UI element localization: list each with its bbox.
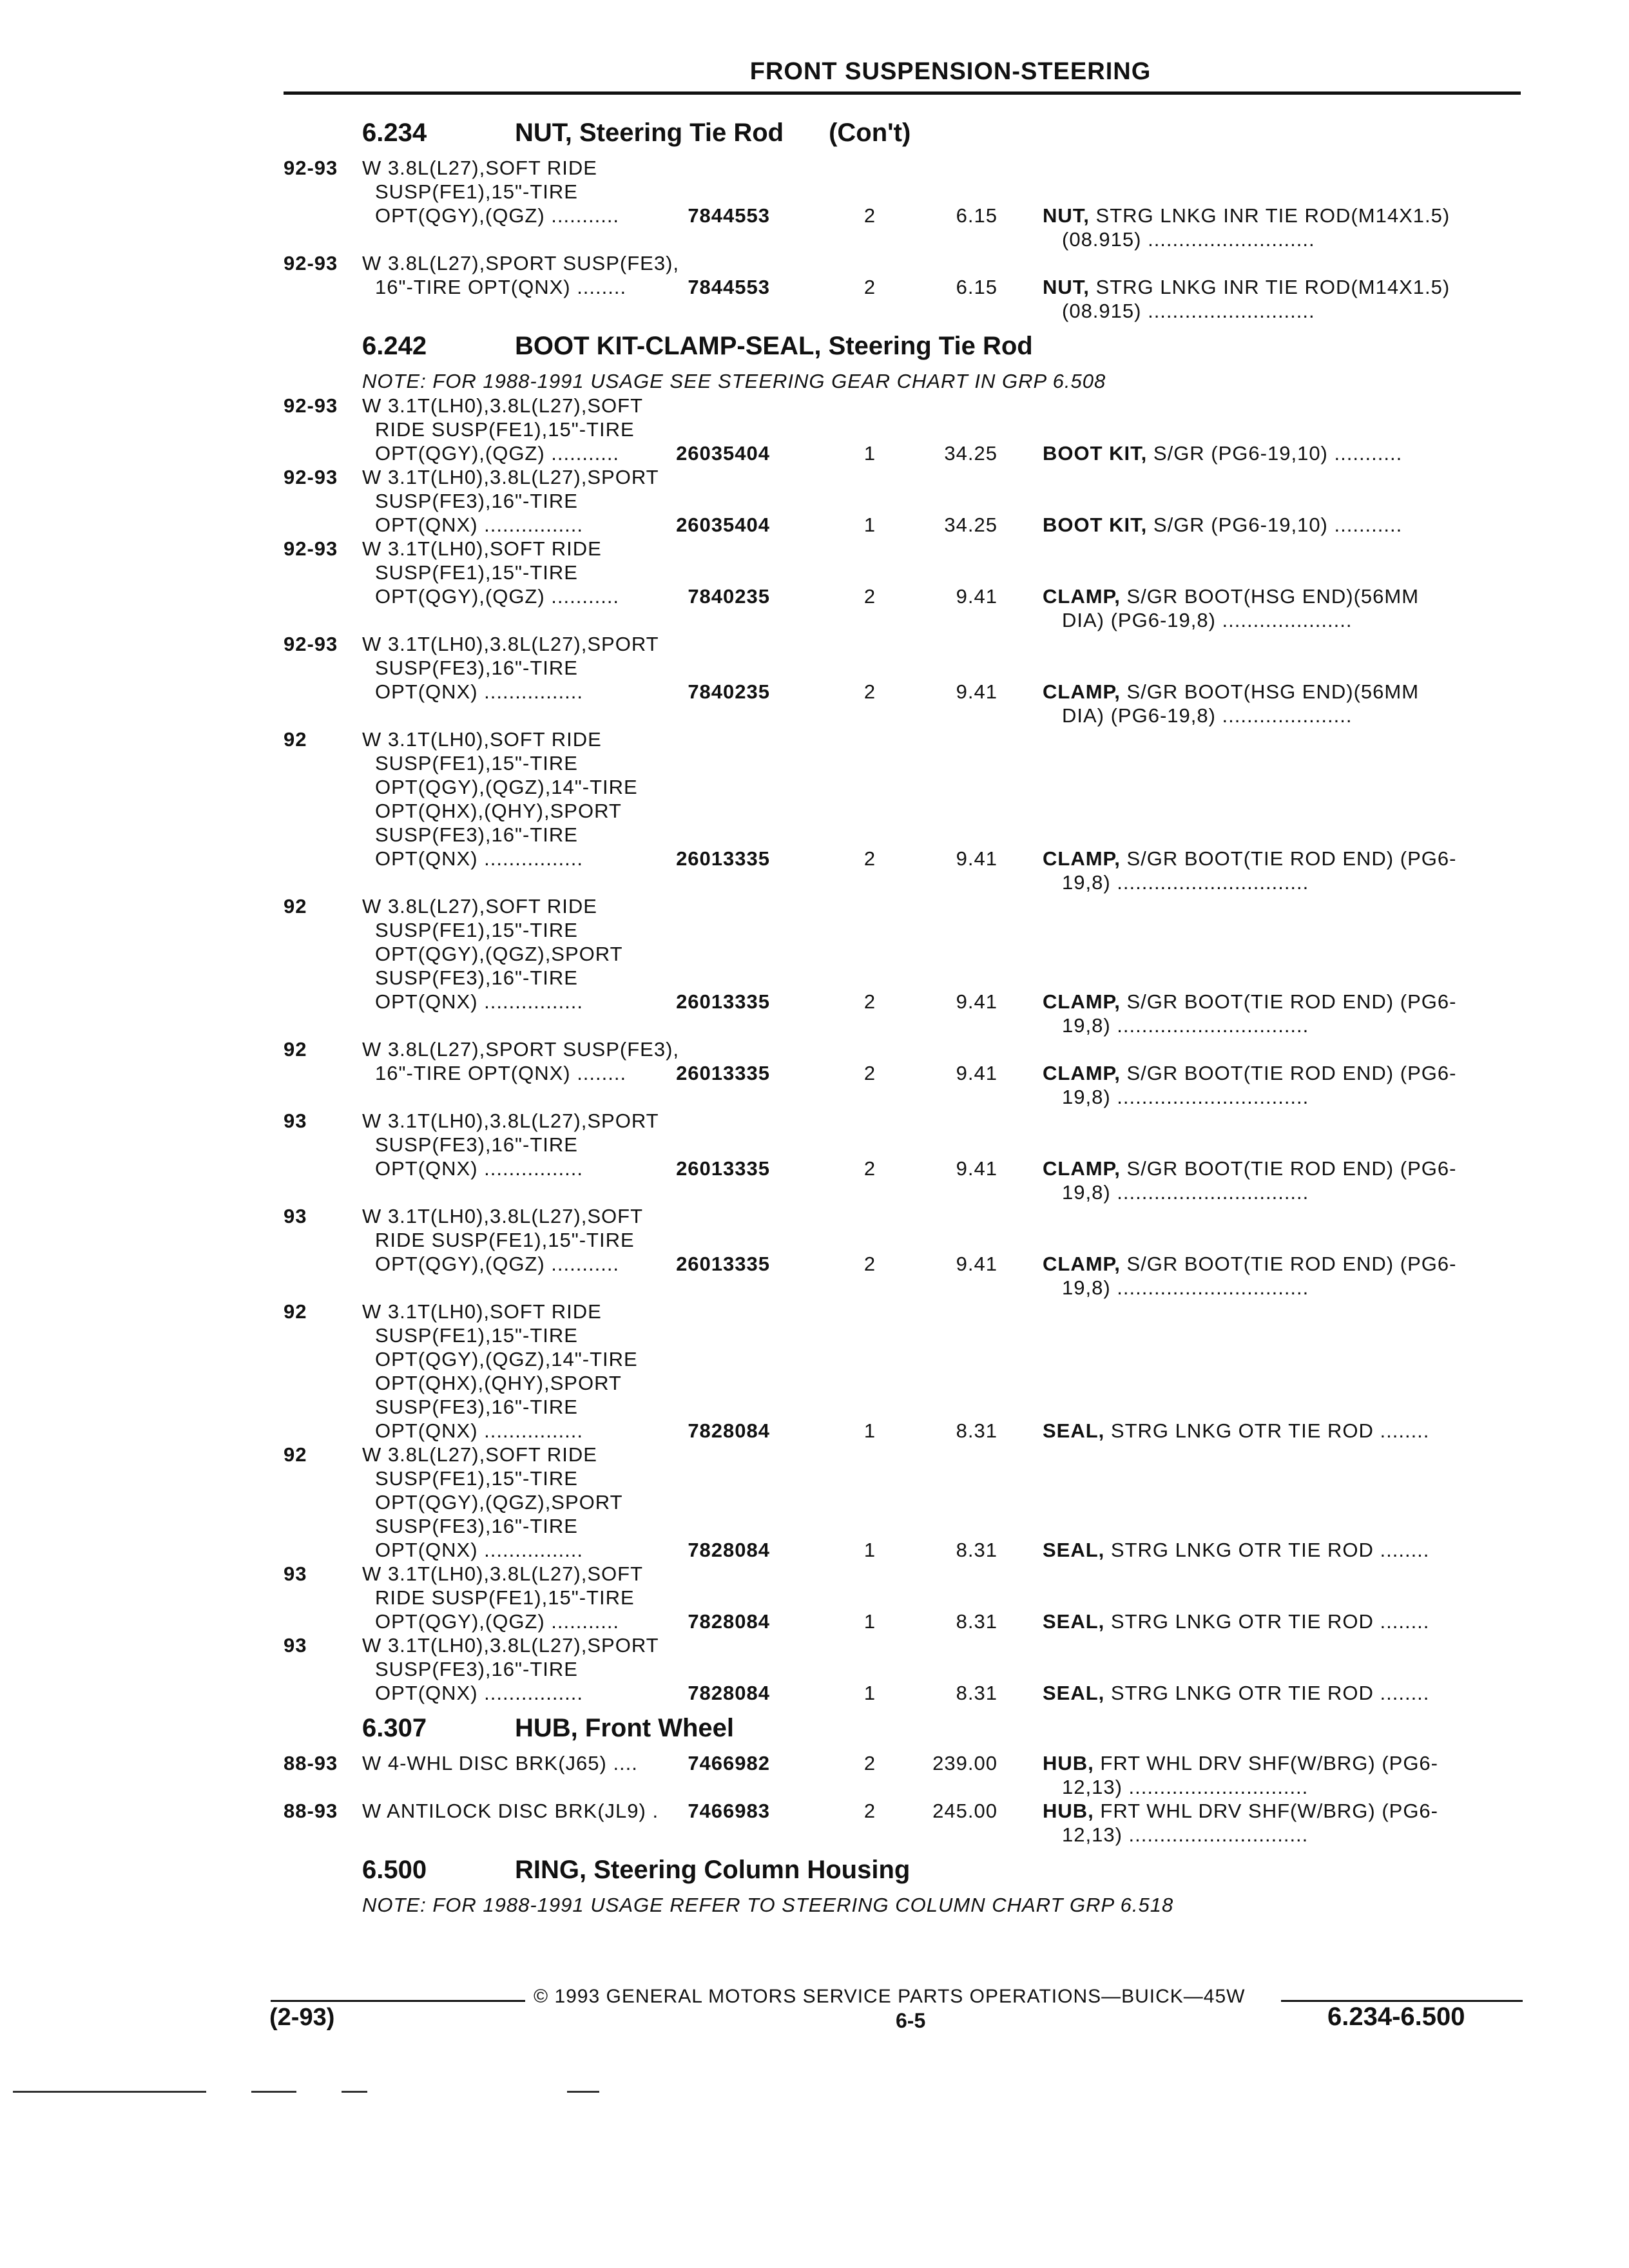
usage-line: W ANTILOCK DISC BRK(JL9) . — [362, 1800, 659, 1822]
part-name: SEAL, — [1043, 1539, 1105, 1561]
part-description-line — [1043, 1061, 1521, 1085]
usage-line: OPT(QGY),(QGZ) ........... — [375, 585, 620, 608]
usage-line: SUSP(FE1),15"-TIRE — [375, 1324, 578, 1347]
section-title: BOOT KIT-CLAMP-SEAL, Steering Tie Rod — [515, 332, 1033, 360]
model-years: 93 — [284, 1110, 307, 1132]
part-description — [1043, 275, 1521, 323]
catalog-entry — [284, 465, 1521, 537]
usage-line: W 3.1T(LH0),3.8L(L27),SPORT — [362, 466, 659, 488]
part-number: 26013335 — [676, 1157, 770, 1180]
model-years: 92 — [284, 1038, 307, 1061]
usage-line: W 3.8L(L27),SOFT RIDE — [362, 1443, 597, 1466]
unit-price: 34.25 — [944, 442, 998, 465]
usage-line: W 3.1T(LH0),3.8L(L27),SPORT — [362, 1110, 659, 1132]
part-number: 26013335 — [676, 847, 770, 870]
part-description-text: STRG LNKG OTR TIE ROD ........ — [1110, 1610, 1430, 1633]
usage-line: W 3.8L(L27),SOFT RIDE — [362, 157, 597, 179]
usage-line: OPT(QNX) ................ — [375, 1157, 583, 1180]
catalog-entry — [284, 1633, 1521, 1705]
unit-price: 245.00 — [932, 1800, 998, 1822]
part-description-text: 12,13) ............................. — [1062, 1823, 1309, 1846]
part-description-text: FRT WHL DRV SHF(W/BRG) (PG6- — [1100, 1752, 1438, 1774]
part-description-text: 12,13) ............................. — [1062, 1776, 1309, 1798]
part-description — [1043, 441, 1521, 465]
part-description — [1043, 990, 1521, 1037]
part-description-line — [1043, 608, 1521, 632]
part-description-text: S/GR BOOT(TIE ROD END) (PG6- — [1126, 990, 1457, 1013]
part-description-text: S/GR BOOT(TIE ROD END) (PG6- — [1126, 1062, 1457, 1084]
usage-line: OPT(QGY),(QGZ),SPORT — [375, 1491, 623, 1514]
usage-line: OPT(QGY),(QGZ),14"-TIRE — [375, 1348, 638, 1370]
quantity: 2 — [863, 1752, 876, 1774]
part-description-line — [1043, 227, 1521, 251]
quantity: 1 — [863, 514, 876, 536]
usage-line: SUSP(FE1),15"-TIRE — [375, 180, 578, 203]
catalog-entry — [284, 1300, 1521, 1443]
part-description-line — [1043, 1823, 1521, 1847]
part-description-text: STRG LNKG INR TIE ROD(M14X1.5) — [1095, 204, 1451, 227]
usage-line: SUSP(FE1),15"-TIRE — [375, 752, 578, 774]
part-name: CLAMP, — [1043, 1062, 1121, 1084]
section-title: RING, Steering Column Housing — [515, 1856, 911, 1884]
part-number: 26013335 — [676, 990, 770, 1013]
unit-price: 9.41 — [956, 990, 998, 1013]
part-name: SEAL, — [1043, 1419, 1105, 1442]
usage-line: W 3.1T(LH0),3.8L(L27),SOFT — [362, 394, 644, 417]
footer-section-range: 6.234-6.500 — [1327, 2003, 1465, 2031]
usage-line: OPT(QGY),(QGZ) ........... — [375, 442, 620, 465]
usage-line: SUSP(FE3),16"-TIRE — [375, 657, 578, 679]
part-description-text: S/GR BOOT(TIE ROD END) (PG6- — [1126, 847, 1457, 870]
unit-price: 9.41 — [956, 680, 998, 703]
quantity: 2 — [863, 276, 876, 298]
part-description — [1043, 1157, 1521, 1204]
catalog-entry — [284, 1443, 1521, 1562]
part-description — [1043, 584, 1521, 632]
part-description — [1043, 204, 1521, 251]
footer-rule-right — [1281, 2000, 1523, 2002]
part-description-text: STRG LNKG INR TIE ROD(M14X1.5) — [1095, 276, 1451, 298]
part-description-line — [1043, 513, 1521, 537]
part-description-text: 19,8) ............................... — [1062, 1014, 1309, 1037]
part-name: BOOT KIT, — [1043, 442, 1148, 465]
part-description — [1043, 1751, 1521, 1799]
usage-line: SUSP(FE3),16"-TIRE — [375, 1658, 578, 1680]
part-name: CLAMP, — [1043, 847, 1121, 870]
scan-artifact — [567, 2091, 599, 2093]
usage-line: SUSP(FE1),15"-TIRE — [375, 561, 578, 584]
quantity: 2 — [863, 585, 876, 608]
model-years: 93 — [284, 1634, 307, 1657]
usage-line: OPT(QGY),(QGZ) ........... — [375, 1610, 620, 1633]
usage-line: OPT(QNX) ................ — [375, 680, 583, 703]
part-description-line — [1043, 847, 1521, 870]
quantity: 2 — [863, 204, 876, 227]
catalog-entry — [284, 1799, 1521, 1847]
part-description-line — [1043, 704, 1521, 727]
part-description — [1043, 1681, 1521, 1705]
quantity: 2 — [863, 1157, 876, 1180]
part-number: 7844553 — [688, 276, 770, 298]
part-name: CLAMP, — [1043, 1157, 1121, 1180]
catalog-entry — [284, 251, 1521, 323]
usage-line: RIDE SUSP(FE1),15"-TIRE — [375, 418, 635, 441]
usage-line: W 3.1T(LH0),SOFT RIDE — [362, 537, 602, 560]
part-description-text: STRG LNKG OTR TIE ROD ........ — [1110, 1539, 1430, 1561]
model-years: 93 — [284, 1205, 307, 1227]
unit-price: 34.25 — [944, 514, 998, 536]
usage-line: OPT(QGY),(QGZ),SPORT — [375, 943, 623, 965]
usage-line: SUSP(FE3),16"-TIRE — [375, 1396, 578, 1418]
part-description-text: STRG LNKG OTR TIE ROD ........ — [1110, 1682, 1430, 1704]
model-years: 92-93 — [284, 394, 338, 417]
usage-line: OPT(QNX) ................ — [375, 847, 583, 870]
part-description — [1043, 1419, 1521, 1443]
usage-line: OPT(QNX) ................ — [375, 1682, 583, 1704]
model-years: 92-93 — [284, 633, 338, 655]
catalog-entry — [284, 537, 1521, 632]
part-number: 7828084 — [688, 1419, 770, 1442]
catalog-entry — [284, 1204, 1521, 1300]
part-description-line — [1043, 584, 1521, 608]
part-description-line — [1043, 1538, 1521, 1562]
model-years: 88-93 — [284, 1752, 338, 1774]
usage-line: SUSP(FE3),16"-TIRE — [375, 966, 578, 989]
part-description-line — [1043, 299, 1521, 323]
quantity: 1 — [863, 1682, 876, 1704]
usage-line: OPT(QGY),(QGZ) ........... — [375, 1253, 620, 1275]
part-description — [1043, 513, 1521, 537]
usage-line: W 3.1T(LH0),3.8L(L27),SOFT — [362, 1205, 644, 1227]
catalog-entry — [284, 1037, 1521, 1109]
quantity: 2 — [863, 990, 876, 1013]
part-description-text: FRT WHL DRV SHF(W/BRG) (PG6- — [1100, 1800, 1438, 1822]
part-number: 7840235 — [688, 585, 770, 608]
section-note: NOTE: FOR 1988-1991 USAGE REFER TO STEERING COLUMN CHART GRP 6.518 — [362, 1894, 1174, 1916]
usage-line: W 4-WHL DISC BRK(J65) .... — [362, 1752, 638, 1774]
part-description-line — [1043, 1681, 1521, 1705]
usage-line: OPT(QHX),(QHY),SPORT — [375, 1372, 622, 1394]
unit-price: 239.00 — [932, 1752, 998, 1774]
part-description-text: S/GR BOOT(HSG END)(56MM — [1126, 585, 1420, 608]
usage-line: W 3.1T(LH0),SOFT RIDE — [362, 728, 602, 751]
section-heading — [284, 323, 1521, 369]
part-description-line — [1043, 1799, 1521, 1823]
section-note: NOTE: FOR 1988-1991 USAGE SEE STEERING GEAR CHART IN GRP 6.508 — [362, 370, 1106, 392]
usage-line: SUSP(FE1),15"-TIRE — [375, 1467, 578, 1490]
catalog-body — [284, 110, 1521, 1917]
part-number: 7828084 — [688, 1539, 770, 1561]
part-description-line — [1043, 1157, 1521, 1180]
part-description-text: S/GR (PG6-19,10) ........... — [1153, 442, 1403, 465]
section-heading — [284, 1705, 1521, 1751]
unit-price: 8.31 — [956, 1610, 998, 1633]
unit-price: 9.41 — [956, 1253, 998, 1275]
model-years: 92-93 — [284, 252, 338, 274]
usage-line: W 3.8L(L27),SOFT RIDE — [362, 895, 597, 918]
part-number: 7840235 — [688, 680, 770, 703]
unit-price: 9.41 — [956, 1062, 998, 1084]
unit-price: 6.15 — [956, 204, 998, 227]
usage-line: W 3.8L(L27),SPORT SUSP(FE3), — [362, 1038, 680, 1061]
catalog-entry — [284, 1751, 1521, 1799]
usage-line: W 3.8L(L27),SPORT SUSP(FE3), — [362, 252, 680, 274]
part-name: NUT, — [1043, 276, 1090, 298]
part-description-text: S/GR BOOT(HSG END)(56MM — [1126, 680, 1420, 703]
part-description-text: 19,8) ............................... — [1062, 871, 1309, 894]
part-description — [1043, 1538, 1521, 1562]
part-description-line — [1043, 1085, 1521, 1109]
model-years: 92 — [284, 1443, 307, 1466]
catalog-entry — [284, 894, 1521, 1037]
part-number: 26013335 — [676, 1062, 770, 1084]
usage-line: 16"-TIRE OPT(QNX) ........ — [375, 276, 627, 298]
part-number: 26035404 — [676, 442, 770, 465]
section-number: 6.307 — [362, 1714, 427, 1742]
model-years: 92 — [284, 728, 307, 751]
catalog-entry — [284, 1109, 1521, 1204]
part-description-text: S/GR BOOT(TIE ROD END) (PG6- — [1126, 1253, 1457, 1275]
model-years: 92 — [284, 895, 307, 918]
part-description-text: 19,8) ............................... — [1062, 1086, 1309, 1108]
scan-artifact — [251, 2091, 296, 2093]
section-number: 6.500 — [362, 1856, 427, 1884]
unit-price: 9.41 — [956, 585, 998, 608]
part-description-line — [1043, 441, 1521, 465]
usage-line: SUSP(FE3),16"-TIRE — [375, 1515, 578, 1537]
part-description-line — [1043, 1775, 1521, 1799]
section-continued: (Con't) — [829, 119, 911, 147]
scan-artifact — [13, 2091, 206, 2093]
part-name: CLAMP, — [1043, 990, 1121, 1013]
part-description-line — [1043, 1751, 1521, 1775]
part-description-line — [1043, 1180, 1521, 1204]
part-description-text: 19,8) ............................... — [1062, 1181, 1309, 1204]
part-name: BOOT KIT, — [1043, 514, 1148, 536]
part-description-line — [1043, 1014, 1521, 1037]
part-description-text: STRG LNKG OTR TIE ROD ........ — [1110, 1419, 1430, 1442]
part-description-text: (08.915) ........................... — [1062, 228, 1315, 251]
part-name: SEAL, — [1043, 1610, 1105, 1633]
part-description-line — [1043, 870, 1521, 894]
unit-price: 8.31 — [956, 1682, 998, 1704]
section-heading — [284, 110, 1521, 156]
usage-line: RIDE SUSP(FE1),15"-TIRE — [375, 1229, 635, 1251]
part-description-text: DIA) (PG6-19,8) ..................... — [1062, 609, 1353, 631]
footer-rule-left — [271, 2000, 525, 2002]
usage-line: OPT(QNX) ................ — [375, 1419, 583, 1442]
part-description-line — [1043, 1419, 1521, 1443]
unit-price: 6.15 — [956, 276, 998, 298]
model-years: 92-93 — [284, 537, 338, 560]
model-years: 92-93 — [284, 466, 338, 488]
model-years: 92 — [284, 1300, 307, 1323]
part-description-line — [1043, 1252, 1521, 1276]
catalog-entry — [284, 727, 1521, 894]
quantity: 1 — [863, 442, 876, 465]
usage-line: OPT(QHX),(QHY),SPORT — [375, 800, 622, 822]
quantity: 2 — [863, 680, 876, 703]
part-description — [1043, 1252, 1521, 1300]
quantity: 1 — [863, 1610, 876, 1633]
part-name: HUB, — [1043, 1752, 1094, 1774]
usage-line: W 3.1T(LH0),SOFT RIDE — [362, 1300, 602, 1323]
catalog-entry — [284, 156, 1521, 251]
catalog-entry — [284, 632, 1521, 727]
page-header: FRONT SUSPENSION-STEERING — [749, 58, 1152, 85]
unit-price: 8.31 — [956, 1419, 998, 1442]
usage-line: SUSP(FE3),16"-TIRE — [375, 823, 578, 846]
part-description — [1043, 1061, 1521, 1109]
section-title: NUT, Steering Tie Rod — [515, 119, 784, 147]
part-description-line — [1043, 1610, 1521, 1633]
part-name: SEAL, — [1043, 1682, 1105, 1704]
quantity: 2 — [863, 847, 876, 870]
section-title: HUB, Front Wheel — [515, 1714, 734, 1742]
usage-line: OPT(QNX) ................ — [375, 1539, 583, 1561]
quantity: 2 — [863, 1800, 876, 1822]
part-number: 7828084 — [688, 1610, 770, 1633]
part-description-text: 19,8) ............................... — [1062, 1276, 1309, 1299]
model-years: 93 — [284, 1562, 307, 1585]
model-years: 88-93 — [284, 1800, 338, 1822]
part-description-line — [1043, 680, 1521, 704]
quantity: 1 — [863, 1419, 876, 1442]
usage-line: RIDE SUSP(FE1),15"-TIRE — [375, 1586, 635, 1609]
quantity: 2 — [863, 1062, 876, 1084]
unit-price: 8.31 — [956, 1539, 998, 1561]
model-years: 92-93 — [284, 157, 338, 179]
usage-line: OPT(QNX) ................ — [375, 990, 583, 1013]
part-name: CLAMP, — [1043, 585, 1121, 608]
part-description-text: S/GR (PG6-19,10) ........... — [1153, 514, 1403, 536]
part-number: 7466983 — [688, 1800, 770, 1822]
quantity: 2 — [863, 1253, 876, 1275]
part-number: 7466982 — [688, 1752, 770, 1774]
usage-line: SUSP(FE3),16"-TIRE — [375, 1133, 578, 1156]
part-description-text: S/GR BOOT(TIE ROD END) (PG6- — [1126, 1157, 1457, 1180]
part-number: 7844553 — [688, 204, 770, 227]
usage-line: OPT(QGY),(QGZ) ........... — [375, 204, 620, 227]
usage-line: W 3.1T(LH0),3.8L(L27),SPORT — [362, 1634, 659, 1657]
section-number: 6.242 — [362, 332, 427, 360]
section-number: 6.234 — [362, 119, 427, 147]
footer-page-number: 6-5 — [896, 2009, 926, 2032]
catalog-entry — [284, 394, 1521, 465]
scan-artifact — [342, 2091, 367, 2093]
part-description — [1043, 1610, 1521, 1633]
part-number: 26035404 — [676, 514, 770, 536]
footer-date: (2-93) — [269, 2004, 335, 2031]
footer-copyright: © 1993 GENERAL MOTORS SERVICE PARTS OPERATIONS—BUICK—45W — [534, 1986, 1246, 2007]
usage-line: W 3.1T(LH0),3.8L(L27),SPORT — [362, 633, 659, 655]
part-name: CLAMP, — [1043, 1253, 1121, 1275]
part-description — [1043, 1799, 1521, 1847]
usage-line: OPT(QGY),(QGZ),14"-TIRE — [375, 776, 638, 798]
part-description — [1043, 680, 1521, 727]
part-description-line — [1043, 990, 1521, 1014]
unit-price: 9.41 — [956, 847, 998, 870]
part-number: 26013335 — [676, 1253, 770, 1275]
usage-line: W 3.1T(LH0),3.8L(L27),SOFT — [362, 1562, 644, 1585]
catalog-page — [284, 58, 1521, 1916]
part-description-line — [1043, 1276, 1521, 1300]
header-rule — [284, 91, 1521, 95]
quantity: 1 — [863, 1539, 876, 1561]
section-heading — [284, 1847, 1521, 1893]
part-description — [1043, 847, 1521, 894]
part-number: 7828084 — [688, 1682, 770, 1704]
catalog-entry — [284, 1562, 1521, 1633]
usage-line: SUSP(FE3),16"-TIRE — [375, 490, 578, 512]
part-name: NUT, — [1043, 204, 1090, 227]
part-description-line — [1043, 204, 1521, 227]
unit-price: 9.41 — [956, 1157, 998, 1180]
part-name: HUB, — [1043, 1800, 1094, 1822]
usage-line: 16"-TIRE OPT(QNX) ........ — [375, 1062, 627, 1084]
usage-line: OPT(QNX) ................ — [375, 514, 583, 536]
part-description-text: DIA) (PG6-19,8) ..................... — [1062, 704, 1353, 727]
part-name: CLAMP, — [1043, 680, 1121, 703]
usage-line: SUSP(FE1),15"-TIRE — [375, 919, 578, 941]
part-description-line — [1043, 275, 1521, 299]
part-description-text: (08.915) ........................... — [1062, 300, 1315, 322]
